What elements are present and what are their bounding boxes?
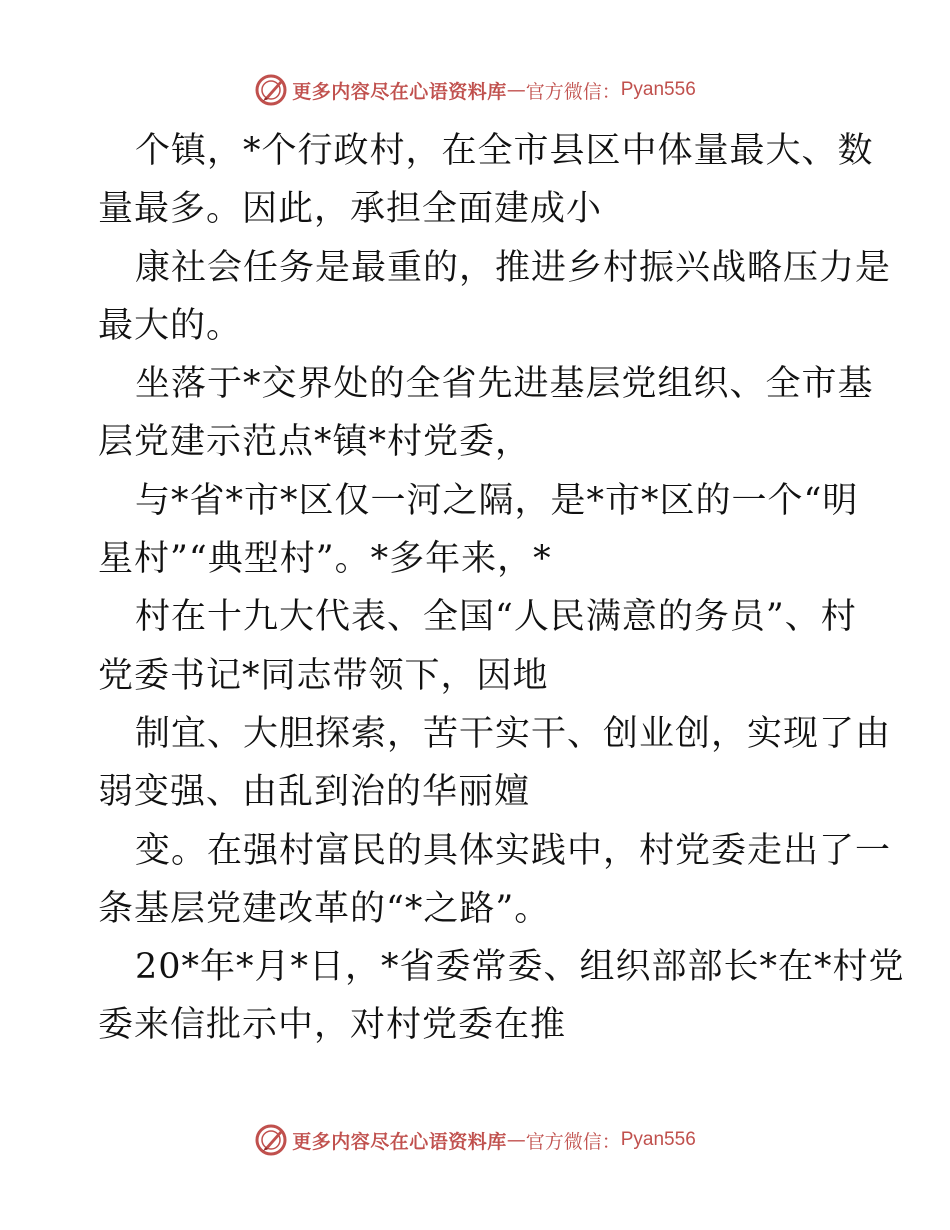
quill-pen-circle-logo xyxy=(254,1123,288,1157)
text-line: 20*年*月*日，*省委常委、组织部部长*在*村党 xyxy=(135,947,905,988)
wechat-handle: Pyan556 xyxy=(620,1129,696,1150)
text-line: 条基层党建改革的“*之路”。 xyxy=(98,888,551,929)
official-wechat-label: 官方微信： xyxy=(525,80,621,103)
quill-pen-circle-logo xyxy=(254,73,288,107)
official-wechat-label: 官方微信： xyxy=(525,1130,621,1153)
footer-banner xyxy=(0,1120,950,1160)
text-line: 康社会任务是最重的，推进乡村振兴战略压力是 xyxy=(135,247,892,288)
text-line: 量最多。因此，承担全面建成小 xyxy=(98,189,603,230)
library-promo-text: 更多内容尽在心语资料库 xyxy=(292,80,507,103)
text-line: 委来信批示中，对村党委在推 xyxy=(98,1005,567,1046)
document-body xyxy=(98,122,905,1055)
text-line: 个镇，*个行政村，在全市县区中体量最大、数 xyxy=(135,131,874,171)
text-line: 与*省*市*区仅一河之隔，是*市*区的一个“明 xyxy=(135,480,859,521)
text-line: 村在十九大代表、全国“人民满意的务员”、村 xyxy=(135,597,857,638)
text-line: 党委书记*同志带领下，因地 xyxy=(98,655,549,696)
text-line: 星村”“典型村”。*多年来，* xyxy=(98,539,552,580)
text-line: 变。在强村富民的具体实践中，村党委走出了一 xyxy=(135,830,892,871)
header-banner xyxy=(0,70,950,110)
wechat-handle: Pyan556 xyxy=(620,79,696,100)
text-line: 层党建示范点*镇*村党委， xyxy=(98,422,532,463)
banner-separator: — xyxy=(506,1129,526,1151)
library-promo-text: 更多内容尽在心语资料库 xyxy=(292,1130,507,1153)
text-line: 制宜、大胆探索，苦干实干、创业创，实现了由 xyxy=(135,713,892,754)
banner-separator: — xyxy=(506,79,526,101)
text-line: 最大的。 xyxy=(98,305,243,346)
text-line: 坐落于*交界处的全省先进基层党组织、全市基 xyxy=(135,364,874,405)
text-line: 弱变强、由乱到治的华丽嬗 xyxy=(98,772,531,813)
